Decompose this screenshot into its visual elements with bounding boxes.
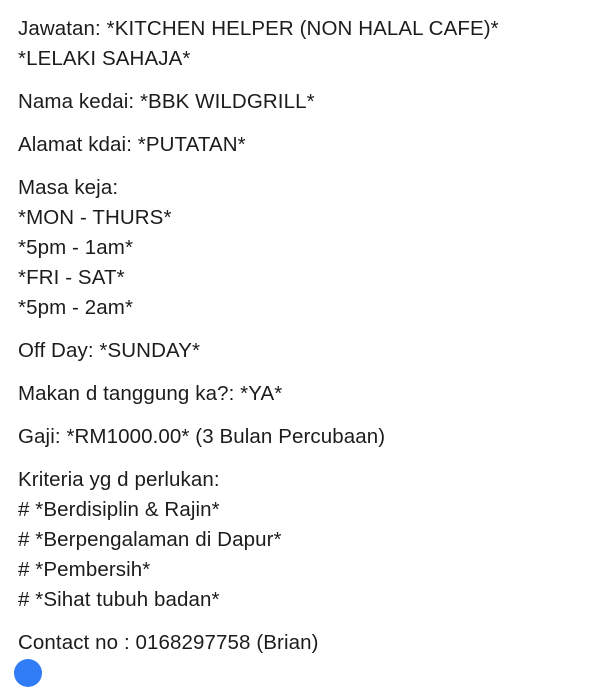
- criteria-item: # *Pembersih*: [18, 558, 151, 581]
- criteria-item: # *Berdisiplin & Rajin*: [18, 498, 220, 521]
- address-block: [18, 130, 598, 160]
- criteria-item: # *Berpengalaman di Dapur*: [18, 528, 282, 551]
- shop-name-block: [18, 87, 598, 117]
- meals-block: [18, 379, 598, 409]
- avatar[interactable]: [14, 659, 42, 687]
- off-day-block: [18, 336, 598, 366]
- contact-block: [18, 628, 598, 658]
- criteria-item: # *Sihat tubuh badan*: [18, 588, 220, 611]
- criteria-block: [18, 465, 598, 615]
- working-hours-heading: Masa keja:: [18, 176, 119, 199]
- contact-line: Contact no : 0168297758 (Brian): [18, 631, 319, 654]
- address-line: Alamat kdai: *PUTATAN*: [18, 133, 246, 156]
- meals-provided-line: Makan d tanggung ka?: *YA*: [18, 382, 283, 405]
- gender-requirement-line: *LELAKI SAHAJA*: [18, 47, 191, 70]
- job-position-line: Jawatan: *KITCHEN HELPER (NON HALAL CAFE)*: [18, 17, 499, 40]
- salary-block: [18, 422, 598, 452]
- job-title-block: [18, 14, 598, 74]
- criteria-heading: Kriteria yg d perlukan:: [18, 468, 220, 491]
- weekday-hours-line: *5pm - 1am*: [18, 236, 134, 259]
- off-day-line: Off Day: *SUNDAY*: [18, 339, 201, 362]
- salary-line: Gaji: *RM1000.00* (3 Bulan Percubaan): [18, 425, 386, 448]
- working-hours-block: [18, 173, 598, 323]
- weekend-days-line: *FRI - SAT*: [18, 266, 125, 289]
- post-text: [18, 14, 598, 671]
- weekend-hours-line: *5pm - 2am*: [18, 296, 134, 319]
- shop-name-line: Nama kedai: *BBK WILDGRILL*: [18, 90, 315, 113]
- weekday-days-line: *MON - THURS*: [18, 206, 172, 229]
